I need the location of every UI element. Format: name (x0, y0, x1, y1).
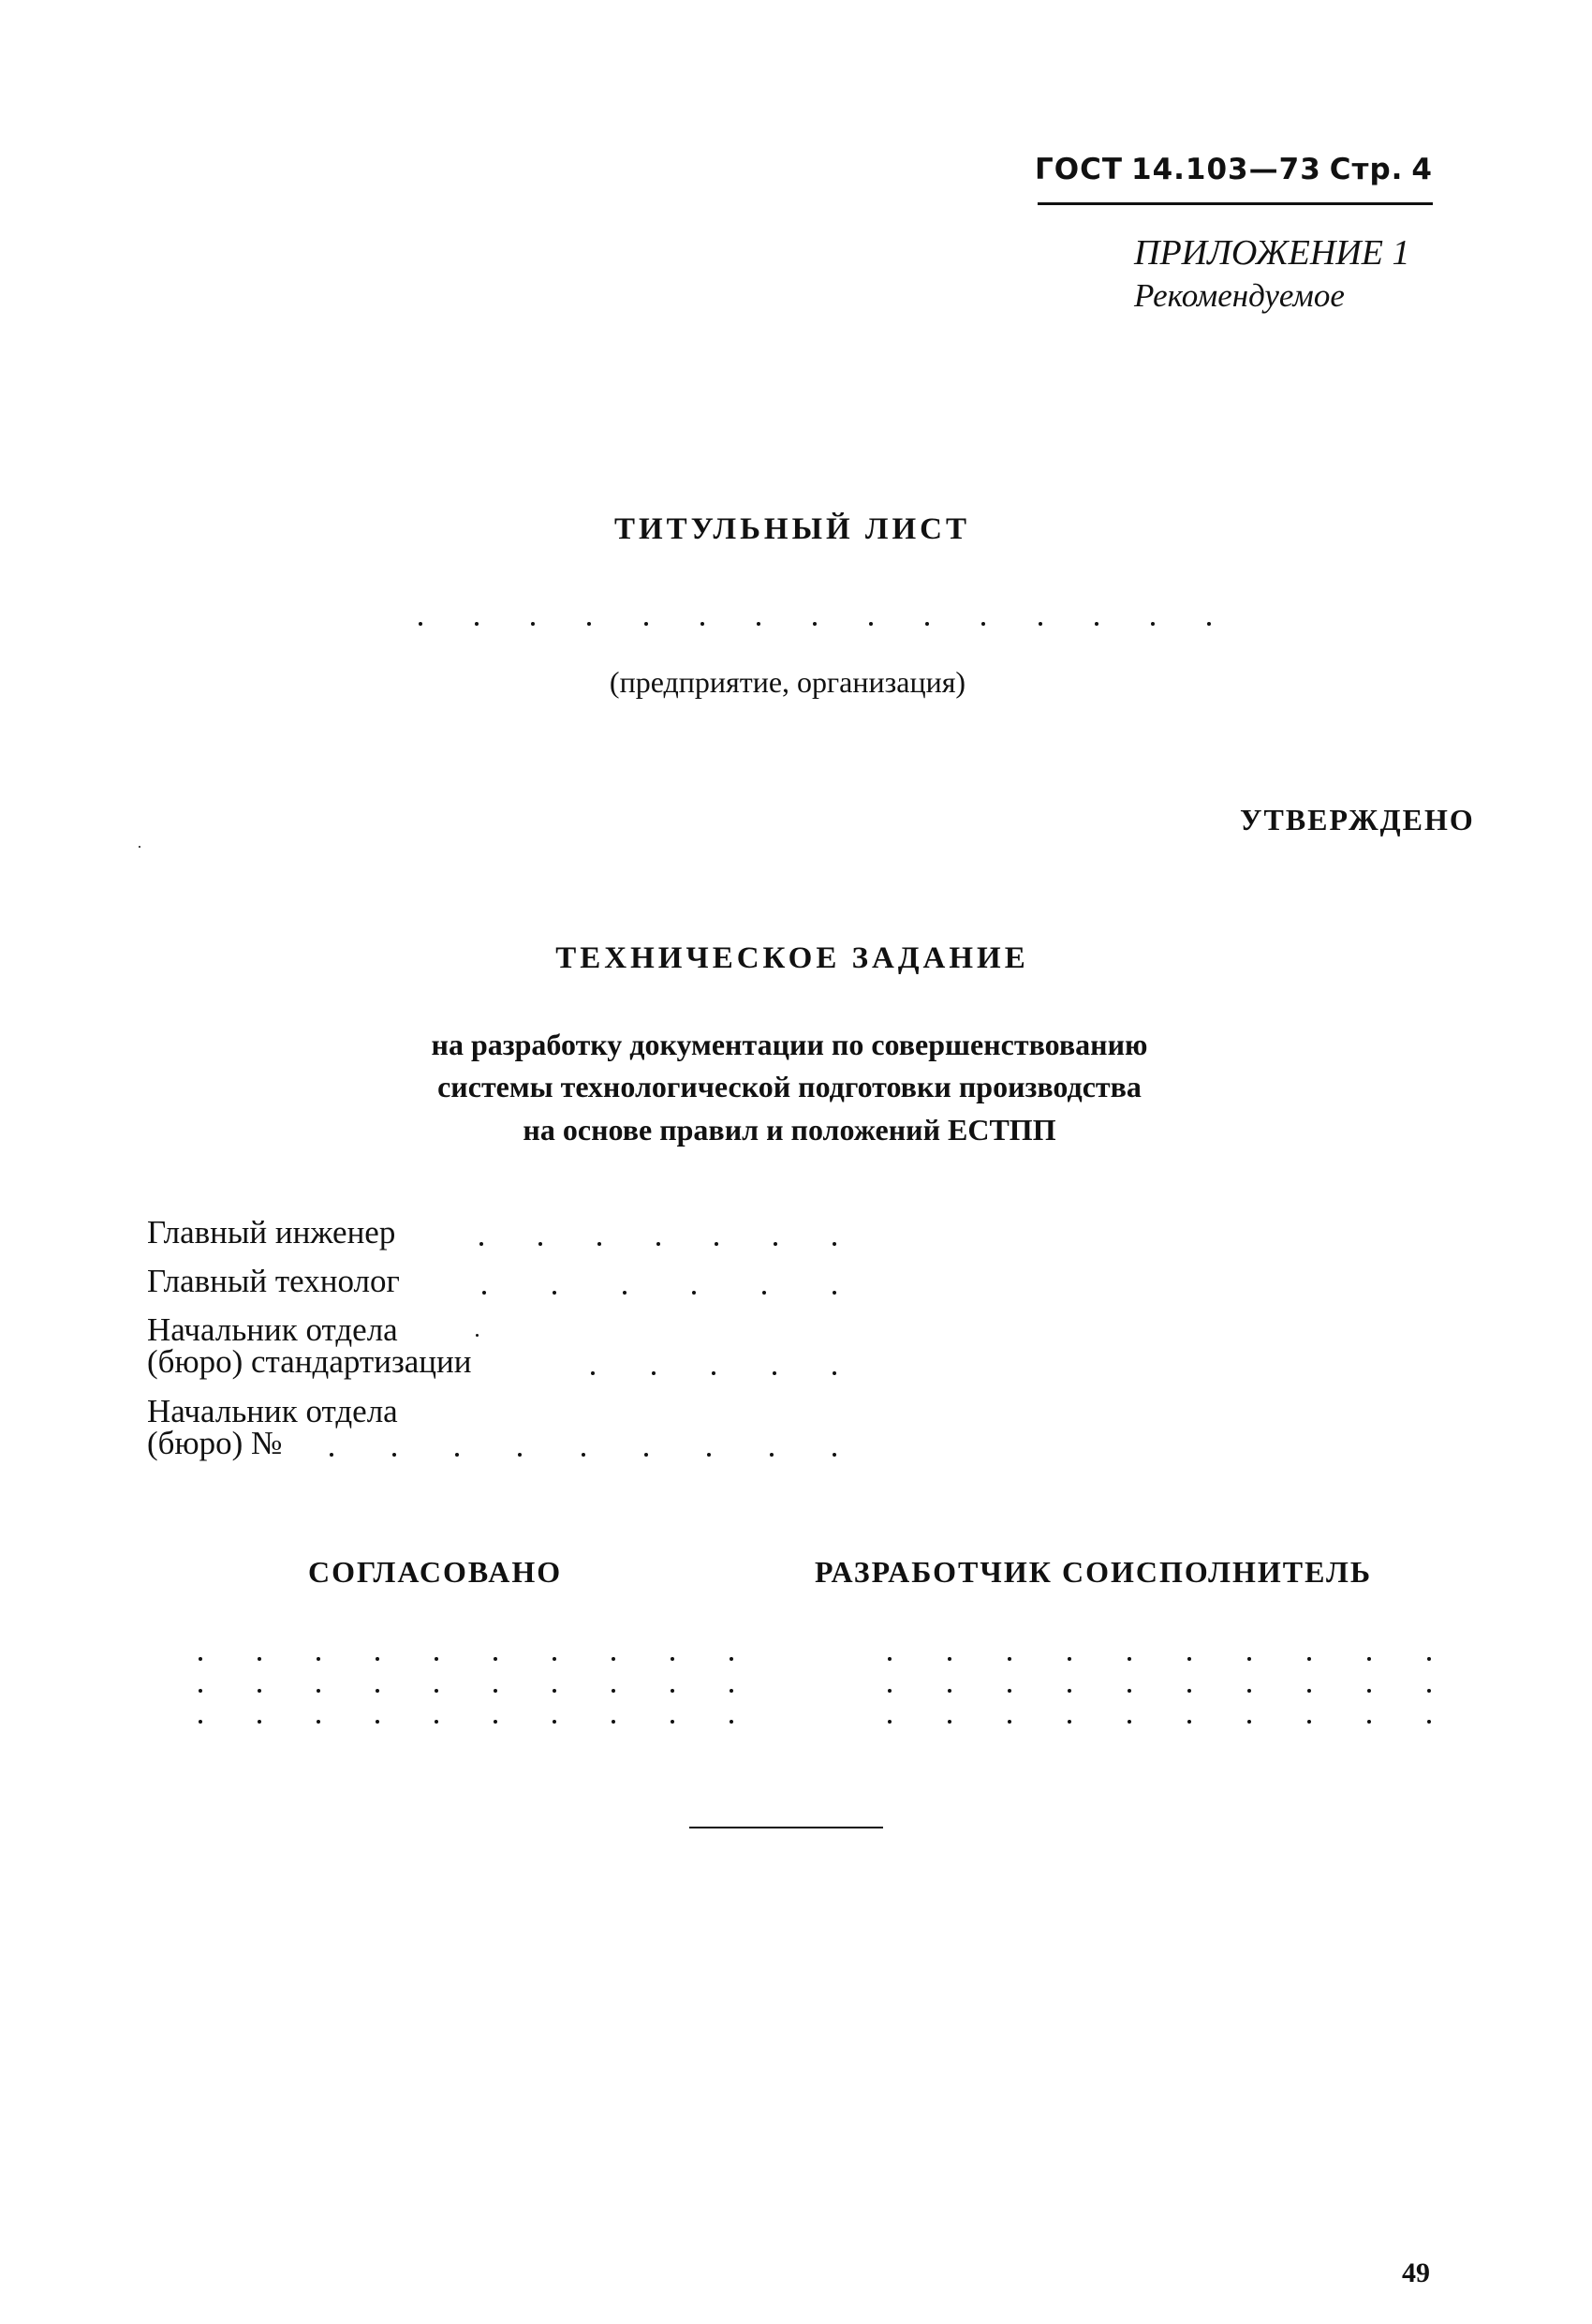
signatory-bureau-line1: Начальник отдела (147, 1393, 398, 1429)
leader-dot (376, 1689, 379, 1693)
leader-dot (612, 1720, 615, 1724)
header-rule (1038, 202, 1433, 205)
leader-dot (774, 1242, 777, 1246)
agreed-dotted-line-2 (199, 1689, 733, 1695)
leader-dot (925, 622, 929, 626)
leader-dot (1307, 1689, 1311, 1693)
leader-dot (1367, 1657, 1371, 1661)
leader-dot (644, 622, 648, 626)
agreed-dotted-line-3 (199, 1720, 733, 1725)
leader-dot (623, 1291, 626, 1295)
leader-dot (317, 1720, 320, 1724)
leader-dot (644, 1453, 648, 1457)
leader-dot (730, 1657, 733, 1661)
leader-dot (455, 1453, 459, 1457)
appendix-title: ПРИЛОЖЕНИЕ 1 (1134, 233, 1410, 273)
signatory-chief-technologist: Главный технолог (147, 1263, 400, 1299)
subtitle-line-1: на разработку документации по совершенствованию (431, 1028, 1148, 1061)
leader-dot (948, 1720, 951, 1724)
leader-dot (494, 1720, 497, 1724)
leader-dot (538, 1242, 542, 1246)
leader-dot (656, 1242, 660, 1246)
leader-dot (1247, 1689, 1251, 1693)
signatory-chief-engineer: Главный инженер (147, 1214, 396, 1251)
leader-dot (330, 1453, 333, 1457)
leader-dot (199, 1657, 202, 1661)
leader-dot (1008, 1720, 1011, 1724)
leader-dot (1187, 1657, 1191, 1661)
leader-dot (770, 1453, 774, 1457)
signature-line-bureau (330, 1453, 836, 1458)
leader-dot (671, 1720, 674, 1724)
leader-dot (692, 1291, 696, 1295)
leader-dot (700, 622, 704, 626)
header-page-number: 4 (1411, 153, 1433, 186)
leader-dot (1307, 1657, 1311, 1661)
leader-dot (1039, 622, 1042, 626)
leader-dot (317, 1657, 320, 1661)
signature-line-chief-engineer (479, 1242, 836, 1248)
leader-dot (591, 1371, 595, 1375)
approved-label: УТВЕРЖДЕНО (1240, 803, 1475, 836)
document-title: ТЕХНИЧЕСКОЕ ЗАДАНИЕ (555, 941, 1029, 975)
leader-dot (948, 1689, 951, 1693)
leader-dot (712, 1371, 715, 1375)
signatory-standardization-line2: (бюро) стандартизации (147, 1343, 472, 1380)
leader-dot (597, 1242, 601, 1246)
leader-dot (888, 1720, 892, 1724)
signature-line-chief-technologist (482, 1291, 836, 1296)
leader-dot (757, 622, 760, 626)
leader-dot (612, 1689, 615, 1693)
leader-dot (494, 1689, 497, 1693)
leader-dot (258, 1657, 261, 1661)
leader-dot (1427, 1720, 1431, 1724)
leader-dot (813, 622, 817, 626)
subtitle-line-2: системы технологической подготовки производства (437, 1070, 1142, 1103)
leader-dot (479, 1242, 483, 1246)
leader-dot (612, 1657, 615, 1661)
leader-dot (1247, 1720, 1251, 1724)
document-header (1035, 153, 1433, 186)
signature-line-standardization (591, 1371, 836, 1377)
agreed-label: СОГЛАСОВАНО (308, 1555, 563, 1589)
leader-dot (1307, 1720, 1311, 1724)
leader-dot (494, 1657, 497, 1661)
leader-dot (1068, 1657, 1071, 1661)
leader-dot (869, 622, 873, 626)
leader-dot (1367, 1689, 1371, 1693)
leader-dot (1187, 1720, 1191, 1724)
leader-dot (258, 1689, 261, 1693)
leader-dot (1008, 1657, 1011, 1661)
leader-dot (1367, 1720, 1371, 1724)
leader-dot (1068, 1720, 1071, 1724)
standard-number: 14.103—73 (1131, 153, 1321, 186)
leader-dot (833, 1453, 836, 1457)
leader-dot (1247, 1657, 1251, 1661)
leader-dot (1068, 1689, 1071, 1693)
leader-dot (531, 622, 535, 626)
sheet-heading: ТИТУЛЬНЫЙ ЛИСТ (613, 512, 971, 546)
leader-dot (435, 1720, 438, 1724)
leader-dot (1427, 1689, 1431, 1693)
leader-dot (888, 1657, 892, 1661)
leader-dot (553, 1689, 556, 1693)
leader-dot (1128, 1657, 1131, 1661)
leader-dot (833, 1242, 836, 1246)
leader-dot (948, 1657, 951, 1661)
signatory-standardization-line1: Начальник отдела (147, 1311, 398, 1348)
leader-dot (833, 1291, 836, 1295)
standard-label: ГОСТ (1035, 153, 1124, 186)
developer-label: РАЗРАБОТЧИК СОИСПОЛНИТЕЛЬ (815, 1555, 1373, 1589)
stray-mark (476, 1334, 479, 1337)
leader-dot (1008, 1689, 1011, 1693)
leader-dot (553, 1657, 556, 1661)
leader-dot (1151, 622, 1155, 626)
developer-dotted-line-2 (888, 1689, 1431, 1695)
org-dotted-line (419, 622, 1211, 628)
leader-dot (376, 1720, 379, 1724)
leader-dot (715, 1242, 718, 1246)
page-label: Стр. (1329, 153, 1404, 186)
org-caption: (предприятие, организация) (609, 665, 966, 699)
leader-dot (199, 1689, 202, 1693)
leader-dot (435, 1689, 438, 1693)
leader-dot (199, 1720, 202, 1724)
leader-dot (317, 1689, 320, 1693)
leader-dot (981, 622, 985, 626)
developer-dotted-line-1 (888, 1657, 1431, 1663)
leader-dot (582, 1453, 585, 1457)
agreed-dotted-line-1 (199, 1657, 733, 1663)
leader-dot (482, 1291, 486, 1295)
leader-dot (553, 1291, 556, 1295)
leader-dot (671, 1689, 674, 1693)
leader-dot (376, 1657, 379, 1661)
leader-dot (419, 622, 422, 626)
leader-dot (1095, 622, 1098, 626)
leader-dot (518, 1453, 522, 1457)
leader-dot (730, 1720, 733, 1724)
leader-dot (1128, 1720, 1131, 1724)
leader-dot (671, 1657, 674, 1661)
leader-dot (1187, 1689, 1191, 1693)
leader-dot (258, 1720, 261, 1724)
leader-dot (773, 1371, 776, 1375)
signatory-bureau-line2: (бюро) № (147, 1425, 283, 1461)
leader-dot (833, 1371, 836, 1375)
subtitle-line-3: на основе правил и положений ЕСТПП (523, 1113, 1056, 1147)
leader-dot (475, 622, 479, 626)
stray-mark (139, 846, 140, 848)
leader-dot (888, 1689, 892, 1693)
leader-dot (730, 1689, 733, 1693)
leader-dot (392, 1453, 396, 1457)
leader-dot (1427, 1657, 1431, 1661)
leader-dot (652, 1371, 656, 1375)
leader-dot (435, 1657, 438, 1661)
leader-dot (587, 622, 591, 626)
leader-dot (707, 1453, 711, 1457)
leader-dot (1207, 622, 1211, 626)
footer-page-number: 49 (1402, 2257, 1430, 2288)
developer-dotted-line-3 (888, 1720, 1431, 1725)
leader-dot (553, 1720, 556, 1724)
end-rule (689, 1827, 883, 1828)
leader-dot (1128, 1689, 1131, 1693)
leader-dot (762, 1291, 766, 1295)
appendix-status: Рекомендуемое (1134, 277, 1345, 314)
